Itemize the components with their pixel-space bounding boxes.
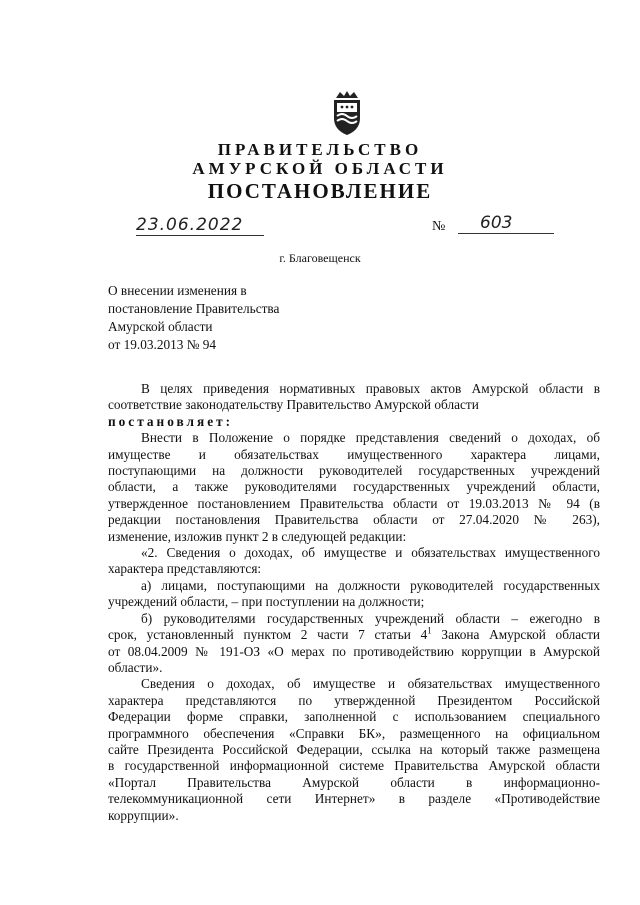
text-line: сайте Президента Российской Федерации, ссылка на который также размещена: [108, 741, 600, 757]
document-date: 23.06.2022: [136, 215, 264, 236]
text-line: «2. Сведения о доходах, об имуществе и обязательствах имущественного: [141, 545, 600, 561]
number-label: №: [432, 219, 446, 234]
text-line: изменение, изложив пункт 2 в следующей редакции:: [108, 528, 407, 544]
subject-line: от 19.03.2013 № 94: [108, 337, 217, 352]
text-line: области, а также руководителями государственных учреждений области,: [108, 479, 600, 495]
text-line: редакции постановления Правительства области от 27.04.2020 № 263),: [108, 512, 600, 528]
text-line: В целях приведения нормативных правовых актов Амурской области в: [141, 381, 600, 396]
text-line: «Портал Правительства Амурской области в информационно-: [108, 774, 600, 790]
subject-line: О внесении изменения в: [108, 283, 247, 298]
document-number: 603: [458, 213, 554, 234]
text-line: Внести в Положение о порядке представления сведений о доходах, об: [141, 430, 600, 446]
text-line: характера представляются:: [108, 561, 262, 577]
text-line: Федерации форме справки, заполненной с использованием специального: [108, 709, 600, 725]
text-line: имуществе и обязательствах имущественного характера лицами,: [108, 446, 600, 462]
text-fragment: срок, установленный пунктом 2 части 7 статьи 4: [108, 627, 428, 643]
text-line: телекоммуникационной сети Интернет» в разделе «Противодействие: [108, 791, 600, 807]
text-line: [108, 627, 600, 643]
region-title: АМУРСКОЙ ОБЛАСТИ: [192, 159, 448, 178]
text-line: характера представляются по утвержденной Президентом Российской: [108, 692, 600, 708]
text-line: Сведения о доходах, об имуществе и обязательствах имущественного: [141, 676, 600, 692]
superscript: 1: [427, 625, 432, 636]
text-line: а) лицами, поступающими на должности руководителей государственных: [141, 577, 600, 593]
text-line: коррупции».: [108, 807, 179, 823]
subject-line: Амурской области: [108, 319, 213, 334]
text-fragment: Закона Амурской области: [431, 627, 600, 643]
document-type: ПОСТАНОВЛЕНИЕ: [207, 179, 433, 203]
text-line: поступающими на должности руководителей государственных учреждений: [108, 463, 600, 479]
text-line: соответствие законодательству Правительство Амурской области: [108, 397, 479, 413]
resolution-word: постановляет:: [108, 413, 234, 429]
subject-line: постановление Правительства: [108, 301, 280, 316]
text-line: области».: [108, 659, 163, 675]
coat-of-arms-icon: [322, 88, 372, 138]
document-subject: [108, 282, 279, 354]
text-line: от 08.04.2009 № 191-ОЗ «О мерах по противодействию коррупции в Амурской: [108, 643, 600, 659]
city-line: г. Благовещенск: [279, 251, 361, 265]
text-line: в государственной информационной системе Правительства Амурской области: [108, 758, 600, 774]
text-line: учреждений области, – при поступлении на должности;: [108, 594, 425, 610]
text-line: программного обеспечения «Справки БК», размещенного на официальном: [108, 725, 600, 741]
text-line: утвержденное постановлением Правительства области от 19.03.2013 № 94 (в: [108, 495, 600, 511]
document-body: [108, 381, 600, 824]
government-title: ПРАВИТЕЛЬСТВО: [217, 140, 423, 159]
text-line: б) руководителями государственных учреждений области – ежегодно в: [141, 610, 600, 626]
